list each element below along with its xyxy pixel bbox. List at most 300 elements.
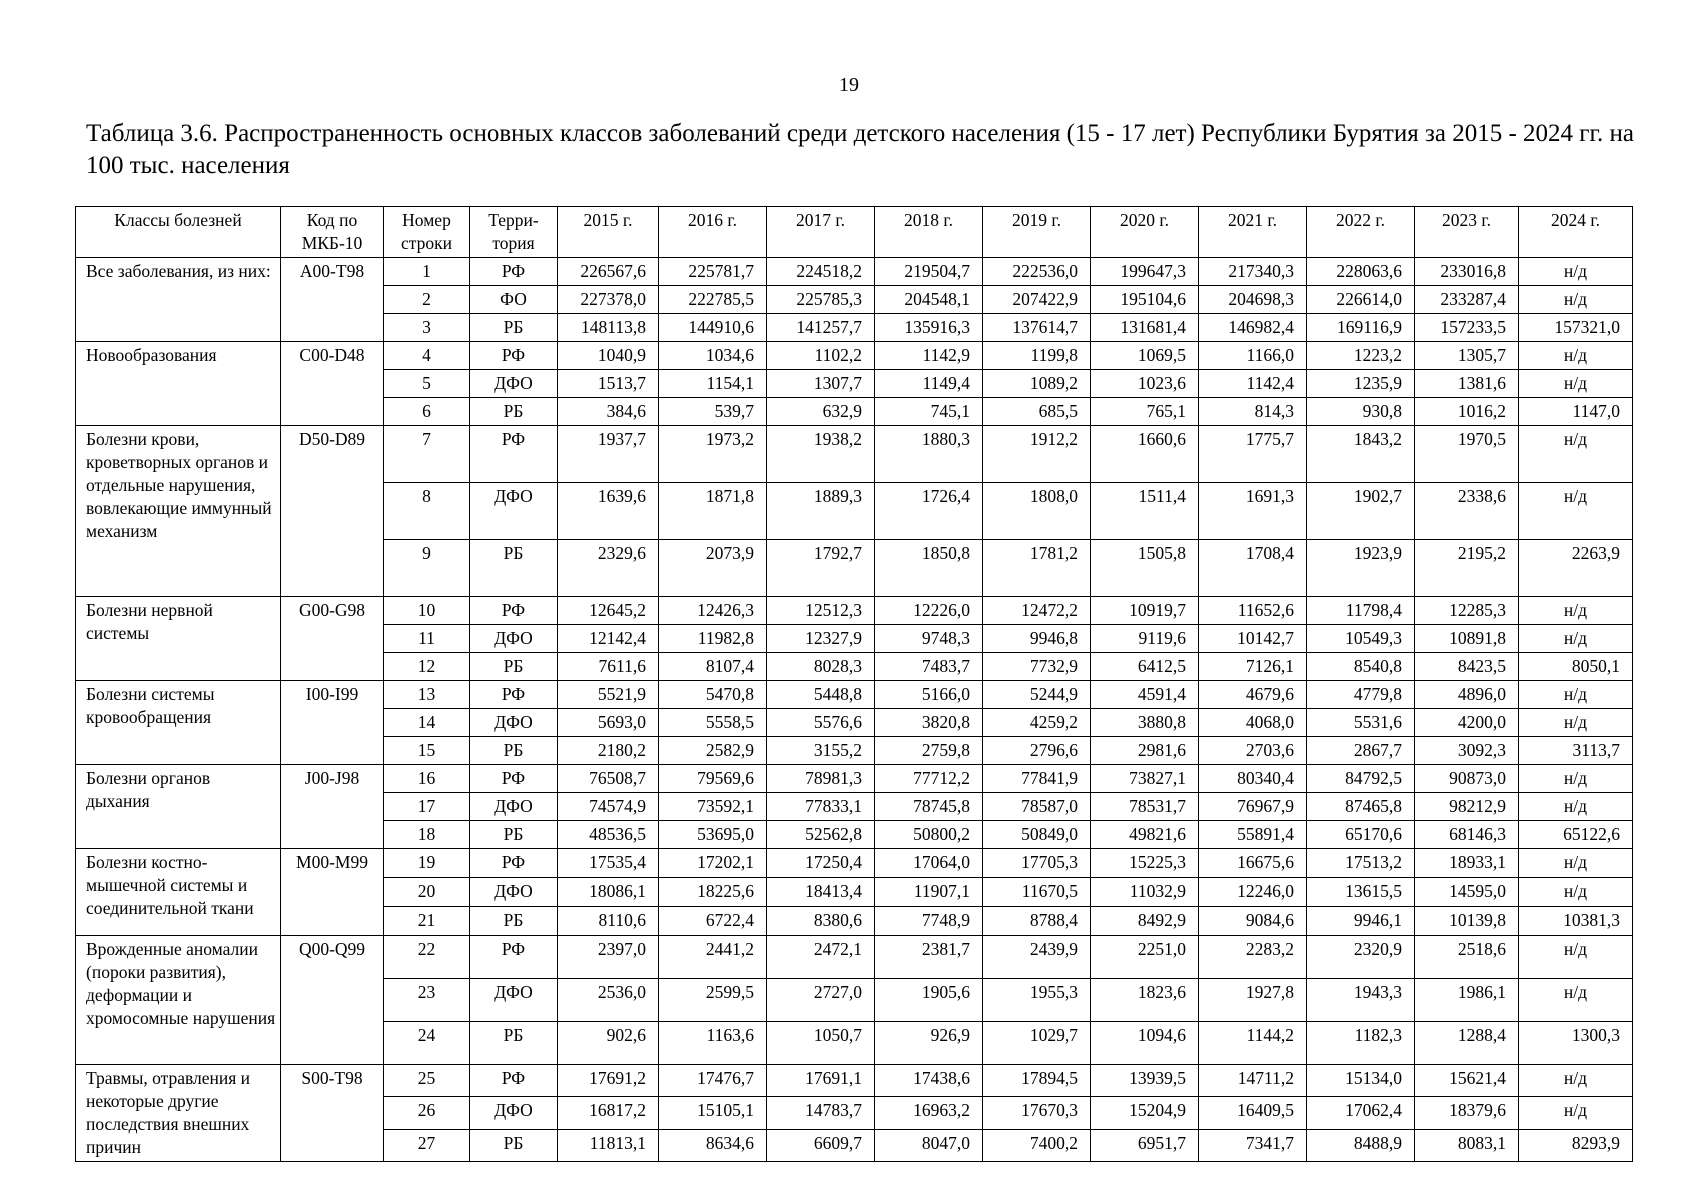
value-cell: 5521,9: [558, 681, 659, 709]
value-cell: 11652,6: [1199, 597, 1307, 625]
value-cell: 4259,2: [983, 709, 1091, 737]
value-cell: 226567,6: [558, 258, 659, 286]
value-cell: 1889,3: [767, 483, 875, 540]
value-cell: 195104,6: [1091, 286, 1199, 314]
value-cell: 1089,2: [983, 370, 1091, 398]
value-cell: 2320,9: [1307, 936, 1415, 979]
table-row: [76, 597, 1633, 625]
value-cell: 8488,9: [1307, 1129, 1415, 1161]
value-cell: 1905,6: [875, 979, 983, 1022]
value-cell: 7126,1: [1199, 653, 1307, 681]
value-cell: н/д: [1519, 979, 1633, 1022]
value-cell: 12285,3: [1415, 597, 1519, 625]
value-cell: 204548,1: [875, 286, 983, 314]
table-row: [76, 258, 1633, 286]
value-cell: 1726,4: [875, 483, 983, 540]
header-year: 2015 г.: [558, 207, 659, 258]
value-cell: 16675,6: [1199, 849, 1307, 878]
value-cell: 4591,4: [1091, 681, 1199, 709]
value-cell: 3113,7: [1519, 737, 1633, 765]
value-cell: 1034,6: [659, 342, 767, 370]
value-cell: 219504,7: [875, 258, 983, 286]
value-cell: 50849,0: [983, 821, 1091, 849]
mkb-code-cell: J00-J98: [281, 765, 384, 849]
value-cell: 10139,8: [1415, 907, 1519, 936]
mkb-code-cell: G00-G98: [281, 597, 384, 681]
header-year: 2018 г.: [875, 207, 983, 258]
value-cell: 233287,4: [1415, 286, 1519, 314]
value-cell: 16963,2: [875, 1097, 983, 1129]
value-cell: 18225,6: [659, 878, 767, 907]
value-cell: 226614,0: [1307, 286, 1415, 314]
mkb-code-cell: I00-I99: [281, 681, 384, 765]
value-cell: 49821,6: [1091, 821, 1199, 849]
value-cell: 11982,8: [659, 625, 767, 653]
row-number-cell: 10: [384, 597, 470, 625]
value-cell: 13615,5: [1307, 878, 1415, 907]
value-cell: 1142,4: [1199, 370, 1307, 398]
header-year: 2019 г.: [983, 207, 1091, 258]
value-cell: н/д: [1519, 625, 1633, 653]
value-cell: н/д: [1519, 286, 1633, 314]
table-row: [76, 936, 1633, 979]
territory-cell: РБ: [470, 398, 558, 426]
value-cell: 68146,3: [1415, 821, 1519, 849]
value-cell: 1016,2: [1415, 398, 1519, 426]
value-cell: 930,8: [1307, 398, 1415, 426]
value-cell: 2338,6: [1415, 483, 1519, 540]
header-year: 2021 г.: [1199, 207, 1307, 258]
table-caption: Таблица 3.6. Распространенность основных классов заболеваний среди детского населения (15 - 17 лет) Республики Бурятия за 2015 - 2024 гг. на 100 тыс. населения: [86, 120, 1634, 179]
header-row-number: Номер строки: [384, 207, 470, 258]
value-cell: 1660,6: [1091, 426, 1199, 483]
value-cell: 1305,7: [1415, 342, 1519, 370]
mkb-code-cell: D50-D89: [281, 426, 384, 597]
value-cell: 131681,4: [1091, 314, 1199, 342]
value-cell: 14711,2: [1199, 1065, 1307, 1097]
value-cell: 2180,2: [558, 737, 659, 765]
territory-cell: РФ: [470, 426, 558, 483]
value-cell: н/д: [1519, 258, 1633, 286]
value-cell: 1843,2: [1307, 426, 1415, 483]
value-cell: 148113,8: [558, 314, 659, 342]
disease-class-cell: Болезни нервной системы: [76, 597, 281, 681]
value-cell: 745,1: [875, 398, 983, 426]
value-cell: 8380,6: [767, 907, 875, 936]
territory-cell: РФ: [470, 849, 558, 878]
value-cell: 1094,6: [1091, 1022, 1199, 1065]
value-cell: 217340,3: [1199, 258, 1307, 286]
value-cell: 12142,4: [558, 625, 659, 653]
header-year: 2016 г.: [659, 207, 767, 258]
value-cell: 1808,0: [983, 483, 1091, 540]
value-cell: 1792,7: [767, 540, 875, 597]
value-cell: 1927,8: [1199, 979, 1307, 1022]
value-cell: 8423,5: [1415, 653, 1519, 681]
value-cell: н/д: [1519, 342, 1633, 370]
value-cell: 1513,7: [558, 370, 659, 398]
value-cell: 227378,0: [558, 286, 659, 314]
row-number-cell: 7: [384, 426, 470, 483]
value-cell: 902,6: [558, 1022, 659, 1065]
disease-class-cell: Новообразования: [76, 342, 281, 426]
value-cell: 685,5: [983, 398, 1091, 426]
value-cell: 18413,4: [767, 878, 875, 907]
value-cell: 11670,5: [983, 878, 1091, 907]
value-cell: 207422,9: [983, 286, 1091, 314]
value-cell: 78745,8: [875, 793, 983, 821]
row-number-cell: 16: [384, 765, 470, 793]
value-cell: 1223,2: [1307, 342, 1415, 370]
value-cell: 2073,9: [659, 540, 767, 597]
value-cell: 1639,6: [558, 483, 659, 540]
territory-cell: РБ: [470, 821, 558, 849]
value-cell: 2867,7: [1307, 737, 1415, 765]
value-cell: 5531,6: [1307, 709, 1415, 737]
value-cell: 77833,1: [767, 793, 875, 821]
value-cell: 228063,6: [1307, 258, 1415, 286]
value-cell: 1880,3: [875, 426, 983, 483]
value-cell: 17691,2: [558, 1065, 659, 1097]
row-number-cell: 9: [384, 540, 470, 597]
value-cell: 14783,7: [767, 1097, 875, 1129]
row-number-cell: 25: [384, 1065, 470, 1097]
value-cell: 17476,7: [659, 1065, 767, 1097]
territory-cell: РБ: [470, 1129, 558, 1161]
territory-cell: ДФО: [470, 793, 558, 821]
header-year: 2020 г.: [1091, 207, 1199, 258]
value-cell: 8083,1: [1415, 1129, 1519, 1161]
value-cell: 8047,0: [875, 1129, 983, 1161]
value-cell: 3880,8: [1091, 709, 1199, 737]
mkb-code-cell: S00-T98: [281, 1065, 384, 1162]
value-cell: 17202,1: [659, 849, 767, 878]
value-cell: 98212,9: [1415, 793, 1519, 821]
row-number-cell: 3: [384, 314, 470, 342]
value-cell: 12327,9: [767, 625, 875, 653]
value-cell: 15204,9: [1091, 1097, 1199, 1129]
value-cell: 2518,6: [1415, 936, 1519, 979]
header-mkb: Код по МКБ-10: [281, 207, 384, 258]
territory-cell: РБ: [470, 737, 558, 765]
value-cell: 17670,3: [983, 1097, 1091, 1129]
territory-cell: РФ: [470, 597, 558, 625]
value-cell: 1938,2: [767, 426, 875, 483]
value-cell: 141257,7: [767, 314, 875, 342]
value-cell: 16409,5: [1199, 1097, 1307, 1129]
table-container: [75, 206, 1633, 1162]
row-number-cell: 14: [384, 709, 470, 737]
header-year: 2024 г.: [1519, 207, 1633, 258]
value-cell: н/д: [1519, 793, 1633, 821]
value-cell: 10549,3: [1307, 625, 1415, 653]
row-number-cell: 2: [384, 286, 470, 314]
value-cell: 8492,9: [1091, 907, 1199, 936]
value-cell: 2582,9: [659, 737, 767, 765]
value-cell: 8788,4: [983, 907, 1091, 936]
value-cell: 18086,1: [558, 878, 659, 907]
value-cell: 17064,0: [875, 849, 983, 878]
value-cell: 1307,7: [767, 370, 875, 398]
mkb-code-cell: C00-D48: [281, 342, 384, 426]
value-cell: 1050,7: [767, 1022, 875, 1065]
value-cell: 222536,0: [983, 258, 1091, 286]
value-cell: 4896,0: [1415, 681, 1519, 709]
value-cell: 144910,6: [659, 314, 767, 342]
value-cell: 2263,9: [1519, 540, 1633, 597]
value-cell: 12472,2: [983, 597, 1091, 625]
value-cell: 8050,1: [1519, 653, 1633, 681]
value-cell: 2981,6: [1091, 737, 1199, 765]
value-cell: 12226,0: [875, 597, 983, 625]
value-cell: 1182,3: [1307, 1022, 1415, 1065]
value-cell: 11907,1: [875, 878, 983, 907]
value-cell: 6951,7: [1091, 1129, 1199, 1161]
value-cell: 146982,4: [1199, 314, 1307, 342]
value-cell: 1986,1: [1415, 979, 1519, 1022]
value-cell: 6722,4: [659, 907, 767, 936]
value-cell: 1029,7: [983, 1022, 1091, 1065]
disease-class-cell: Болезни органов дыхания: [76, 765, 281, 849]
value-cell: 1955,3: [983, 979, 1091, 1022]
row-number-cell: 8: [384, 483, 470, 540]
row-number-cell: 12: [384, 653, 470, 681]
value-cell: 14595,0: [1415, 878, 1519, 907]
value-cell: 15225,3: [1091, 849, 1199, 878]
disease-class-cell: Травмы, отравления и некоторые другие последствия внешних причин: [76, 1065, 281, 1162]
row-number-cell: 13: [384, 681, 470, 709]
table-row: [76, 426, 1633, 483]
value-cell: 1871,8: [659, 483, 767, 540]
territory-cell: РБ: [470, 1022, 558, 1065]
value-cell: 5693,0: [558, 709, 659, 737]
disease-class-cell: Все заболевания, из них:: [76, 258, 281, 342]
table-row: [76, 681, 1633, 709]
value-cell: 18933,1: [1415, 849, 1519, 878]
value-cell: 10142,7: [1199, 625, 1307, 653]
territory-cell: ДФО: [470, 1097, 558, 1129]
row-number-cell: 21: [384, 907, 470, 936]
value-cell: 17535,4: [558, 849, 659, 878]
value-cell: 926,9: [875, 1022, 983, 1065]
value-cell: 7611,6: [558, 653, 659, 681]
value-cell: 9946,1: [1307, 907, 1415, 936]
value-cell: 15621,4: [1415, 1065, 1519, 1097]
row-number-cell: 17: [384, 793, 470, 821]
value-cell: 73827,1: [1091, 765, 1199, 793]
value-cell: 199647,3: [1091, 258, 1199, 286]
value-cell: 1781,2: [983, 540, 1091, 597]
value-cell: 15134,0: [1307, 1065, 1415, 1097]
value-cell: 765,1: [1091, 398, 1199, 426]
value-cell: 2441,2: [659, 936, 767, 979]
value-cell: 222785,5: [659, 286, 767, 314]
value-cell: 79569,6: [659, 765, 767, 793]
value-cell: 8107,4: [659, 653, 767, 681]
page-number: 19: [839, 74, 859, 96]
value-cell: 12512,3: [767, 597, 875, 625]
value-cell: 2329,6: [558, 540, 659, 597]
value-cell: 204698,3: [1199, 286, 1307, 314]
mkb-code-cell: Q00-Q99: [281, 936, 384, 1065]
value-cell: 135916,3: [875, 314, 983, 342]
value-cell: 1511,4: [1091, 483, 1199, 540]
value-cell: 8110,6: [558, 907, 659, 936]
value-cell: н/д: [1519, 878, 1633, 907]
territory-cell: РБ: [470, 653, 558, 681]
value-cell: 55891,4: [1199, 821, 1307, 849]
row-number-cell: 18: [384, 821, 470, 849]
value-cell: 1199,8: [983, 342, 1091, 370]
value-cell: 384,6: [558, 398, 659, 426]
value-cell: 2796,6: [983, 737, 1091, 765]
row-number-cell: 5: [384, 370, 470, 398]
row-number-cell: 20: [384, 878, 470, 907]
value-cell: 12426,3: [659, 597, 767, 625]
value-cell: 5244,9: [983, 681, 1091, 709]
value-cell: 1147,0: [1519, 398, 1633, 426]
disease-class-cell: Болезни костно-мышечной системы и соединительной ткани: [76, 849, 281, 936]
value-cell: 11798,4: [1307, 597, 1415, 625]
value-cell: 17513,2: [1307, 849, 1415, 878]
value-cell: 233016,8: [1415, 258, 1519, 286]
disease-class-cell: Болезни системы кровообращения: [76, 681, 281, 765]
value-cell: 5558,5: [659, 709, 767, 737]
value-cell: 18379,6: [1415, 1097, 1519, 1129]
territory-cell: ФО: [470, 286, 558, 314]
value-cell: 17705,3: [983, 849, 1091, 878]
value-cell: 2251,0: [1091, 936, 1199, 979]
value-cell: 1154,1: [659, 370, 767, 398]
value-cell: 17250,4: [767, 849, 875, 878]
value-cell: 80340,4: [1199, 765, 1307, 793]
value-cell: 7341,7: [1199, 1129, 1307, 1161]
value-cell: 1163,6: [659, 1022, 767, 1065]
value-cell: 48536,5: [558, 821, 659, 849]
value-cell: 53695,0: [659, 821, 767, 849]
header-year: 2017 г.: [767, 207, 875, 258]
value-cell: 65122,6: [1519, 821, 1633, 849]
value-cell: 90873,0: [1415, 765, 1519, 793]
header-territory: Терри-тория: [470, 207, 558, 258]
value-cell: 50800,2: [875, 821, 983, 849]
value-cell: 1040,9: [558, 342, 659, 370]
value-cell: 3092,3: [1415, 737, 1519, 765]
value-cell: 1691,3: [1199, 483, 1307, 540]
value-cell: 2472,1: [767, 936, 875, 979]
value-cell: н/д: [1519, 370, 1633, 398]
value-cell: 4679,6: [1199, 681, 1307, 709]
row-number-cell: 1: [384, 258, 470, 286]
value-cell: 1300,3: [1519, 1022, 1633, 1065]
value-cell: 2759,8: [875, 737, 983, 765]
value-cell: 78531,7: [1091, 793, 1199, 821]
value-cell: 1912,2: [983, 426, 1091, 483]
value-cell: 7400,2: [983, 1129, 1091, 1161]
value-cell: 15105,1: [659, 1097, 767, 1129]
territory-cell: ДФО: [470, 625, 558, 653]
value-cell: 17062,4: [1307, 1097, 1415, 1129]
value-cell: 6412,5: [1091, 653, 1199, 681]
value-cell: н/д: [1519, 849, 1633, 878]
value-cell: 3820,8: [875, 709, 983, 737]
value-cell: 1149,4: [875, 370, 983, 398]
value-cell: 225781,7: [659, 258, 767, 286]
territory-cell: ДФО: [470, 370, 558, 398]
value-cell: 2195,2: [1415, 540, 1519, 597]
value-cell: 74574,9: [558, 793, 659, 821]
value-cell: 52562,8: [767, 821, 875, 849]
value-cell: 2599,5: [659, 979, 767, 1022]
value-cell: 1023,6: [1091, 370, 1199, 398]
value-cell: 2381,7: [875, 936, 983, 979]
row-number-cell: 4: [384, 342, 470, 370]
value-cell: 1973,2: [659, 426, 767, 483]
value-cell: 4779,8: [1307, 681, 1415, 709]
value-cell: н/д: [1519, 597, 1633, 625]
value-cell: 1102,2: [767, 342, 875, 370]
value-cell: 1288,4: [1415, 1022, 1519, 1065]
value-cell: 17691,1: [767, 1065, 875, 1097]
value-cell: 17894,5: [983, 1065, 1091, 1097]
value-cell: 1937,7: [558, 426, 659, 483]
value-cell: н/д: [1519, 936, 1633, 979]
row-number-cell: 6: [384, 398, 470, 426]
value-cell: 11032,9: [1091, 878, 1199, 907]
value-cell: 225785,3: [767, 286, 875, 314]
value-cell: 65170,6: [1307, 821, 1415, 849]
value-cell: н/д: [1519, 426, 1633, 483]
disease-class-cell: Врожденные аномалии (пороки развития), деформации и хромосомные нарушения: [76, 936, 281, 1065]
row-number-cell: 11: [384, 625, 470, 653]
value-cell: 13939,5: [1091, 1065, 1199, 1097]
value-cell: 1923,9: [1307, 540, 1415, 597]
value-cell: 2439,9: [983, 936, 1091, 979]
value-cell: 632,9: [767, 398, 875, 426]
row-number-cell: 27: [384, 1129, 470, 1161]
value-cell: 12246,0: [1199, 878, 1307, 907]
table-row: [76, 1065, 1633, 1097]
table-body: [76, 258, 1633, 1162]
mkb-code-cell: M00-M99: [281, 849, 384, 936]
value-cell: 6609,7: [767, 1129, 875, 1161]
value-cell: 7748,9: [875, 907, 983, 936]
value-cell: 4200,0: [1415, 709, 1519, 737]
value-cell: 1144,2: [1199, 1022, 1307, 1065]
row-number-cell: 26: [384, 1097, 470, 1129]
value-cell: н/д: [1519, 765, 1633, 793]
value-cell: 157233,5: [1415, 314, 1519, 342]
value-cell: 4068,0: [1199, 709, 1307, 737]
value-cell: 3155,2: [767, 737, 875, 765]
territory-cell: РФ: [470, 258, 558, 286]
value-cell: 8634,6: [659, 1129, 767, 1161]
territory-cell: РФ: [470, 765, 558, 793]
row-number-cell: 22: [384, 936, 470, 979]
header-year: 2023 г.: [1415, 207, 1519, 258]
value-cell: 2397,0: [558, 936, 659, 979]
value-cell: 2536,0: [558, 979, 659, 1022]
value-cell: 77712,2: [875, 765, 983, 793]
value-cell: 73592,1: [659, 793, 767, 821]
value-cell: 157321,0: [1519, 314, 1633, 342]
value-cell: 5576,6: [767, 709, 875, 737]
value-cell: 10919,7: [1091, 597, 1199, 625]
header-row: [76, 207, 1633, 258]
value-cell: 7483,7: [875, 653, 983, 681]
value-cell: 1823,6: [1091, 979, 1199, 1022]
territory-cell: РБ: [470, 540, 558, 597]
